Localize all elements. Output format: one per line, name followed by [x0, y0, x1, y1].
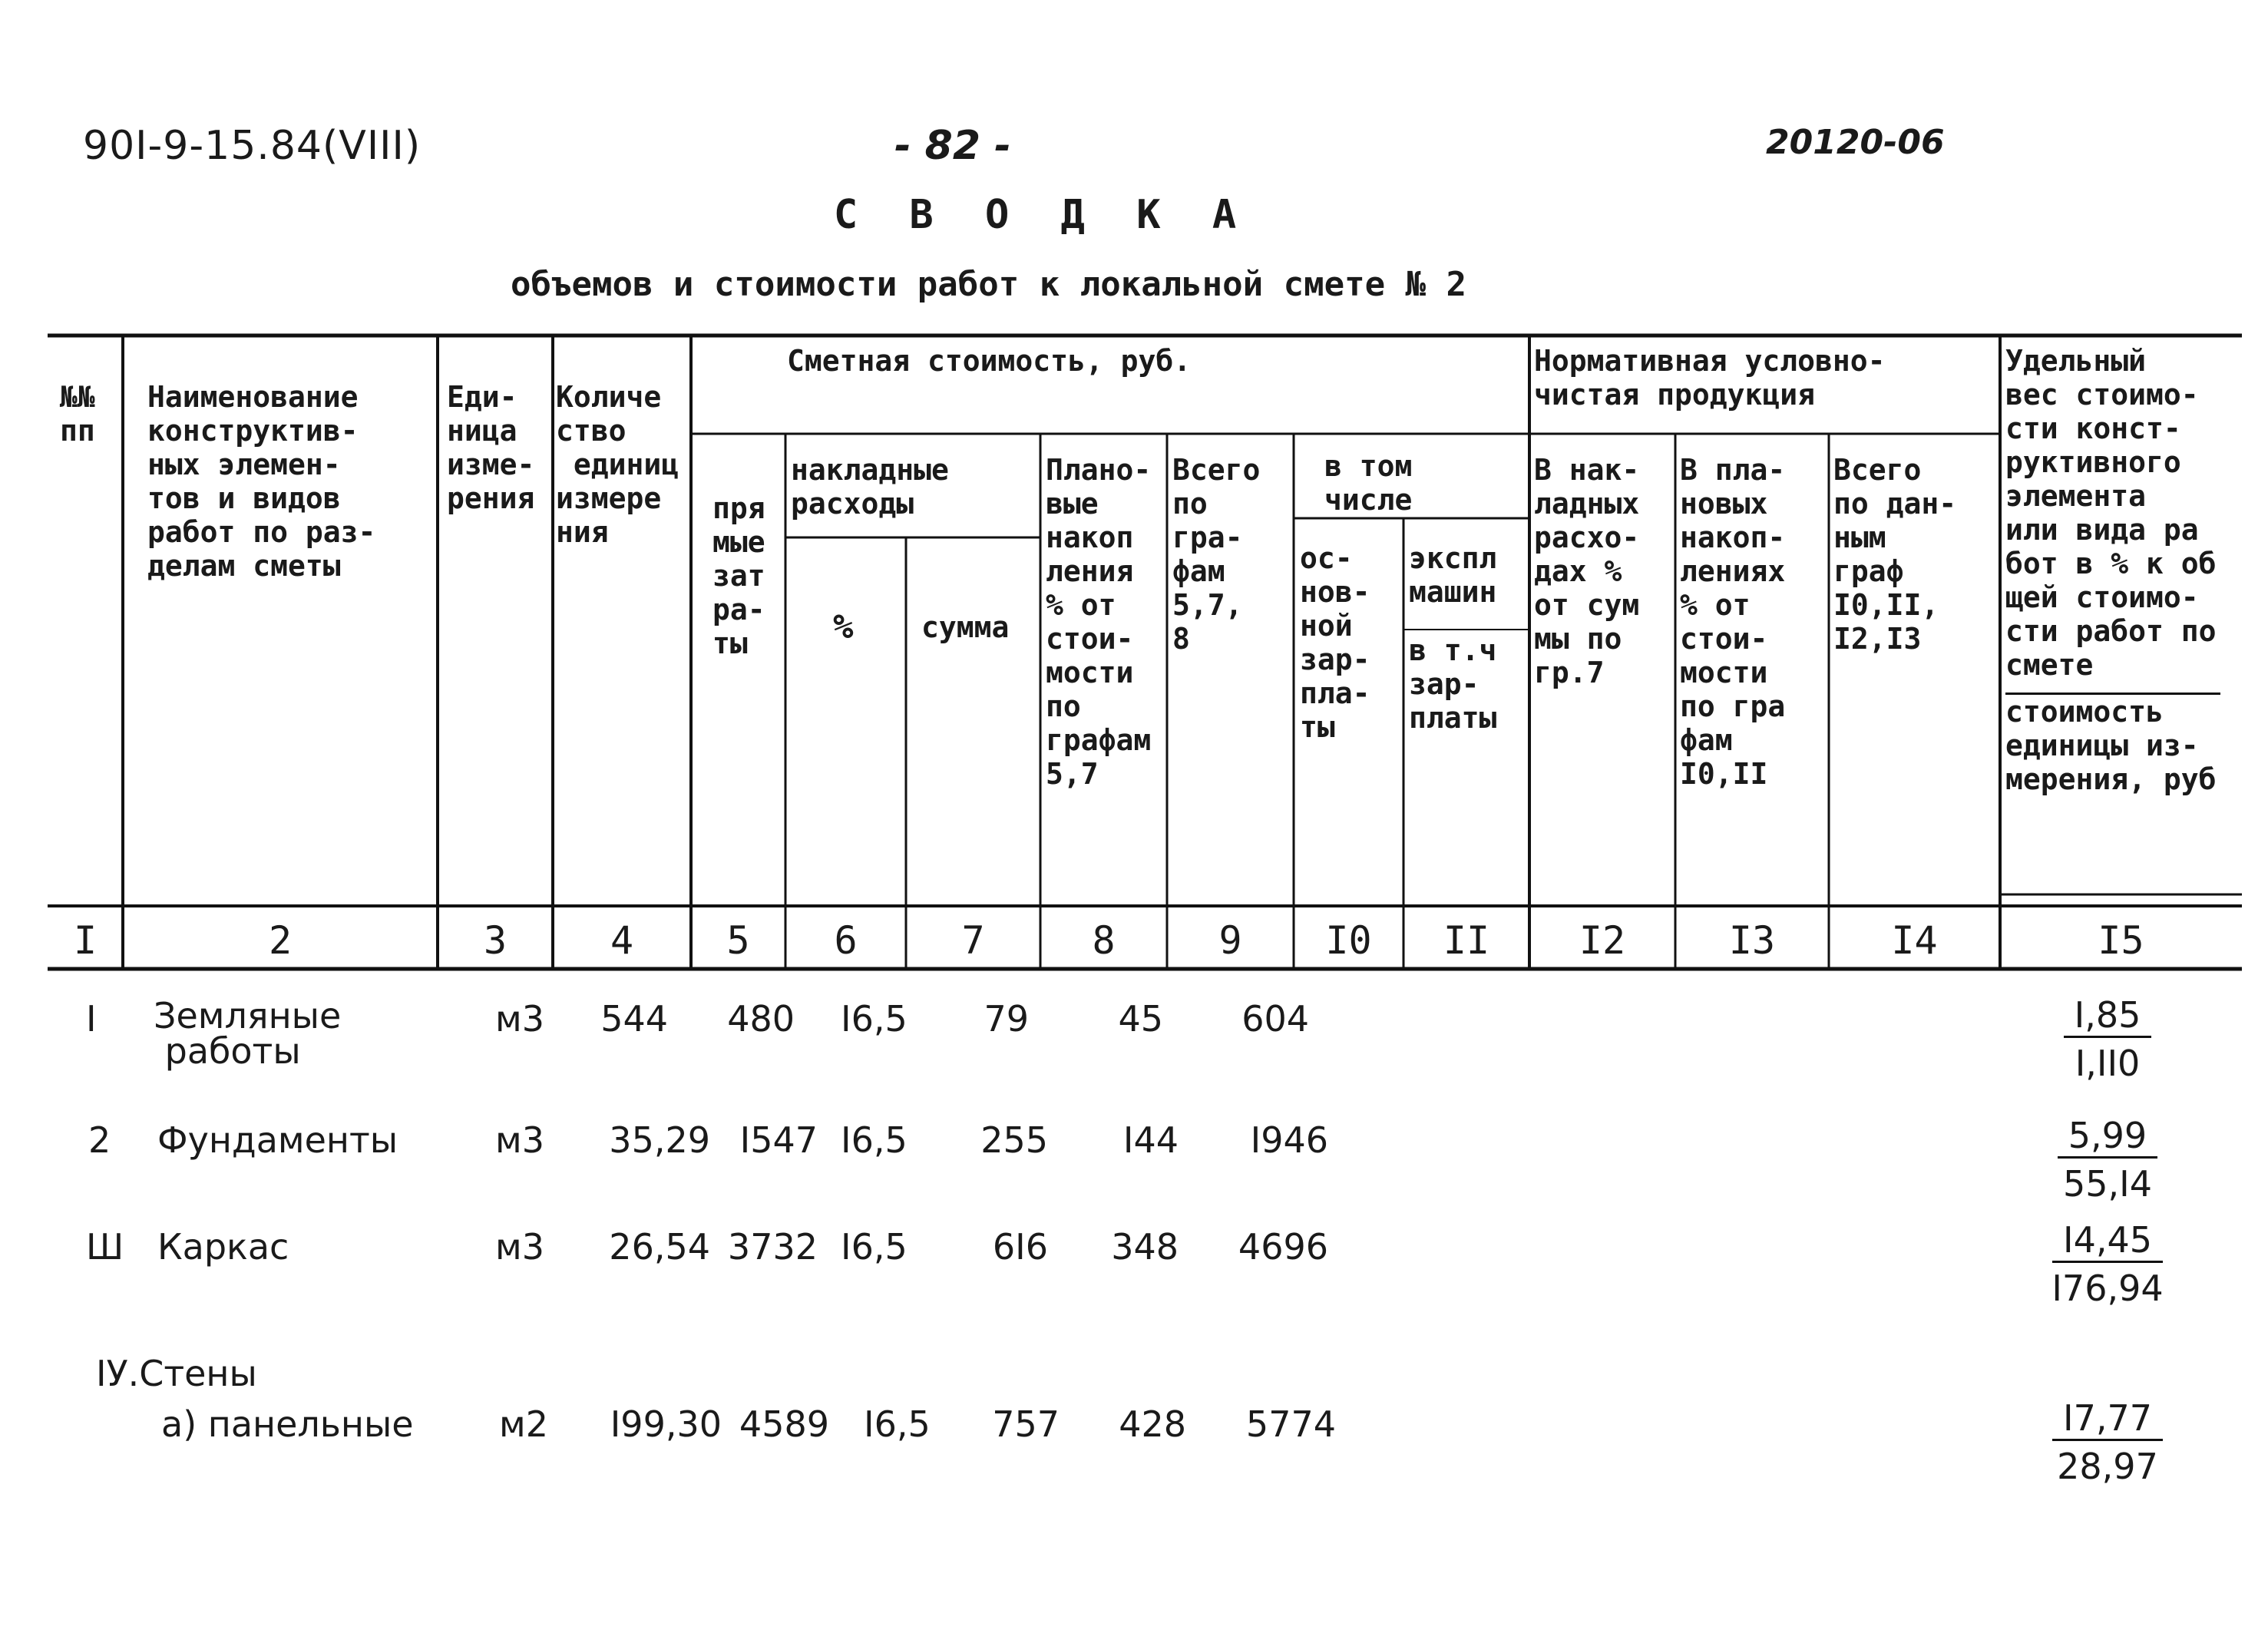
page-number: - 82 -	[894, 123, 1011, 169]
row-planned-accumulation: 428	[1119, 1403, 1186, 1445]
col-header-incl-wages: в т.ч зар- платы	[1409, 633, 1497, 735]
col-header-overhead-percent: %	[833, 607, 854, 646]
col-header-number: №№ пп	[60, 380, 95, 448]
row-quantity: I99,30	[610, 1403, 722, 1445]
row-share-percent: I,85	[2064, 994, 2152, 1038]
document-title	[0, 192, 2268, 238]
row-name: Фундаменты	[157, 1119, 398, 1161]
col-header-norm-total: Всего по дан- ным граф I0,II, I2,I3	[1833, 453, 1957, 656]
row-name: а) панельные	[161, 1403, 414, 1445]
row-share-percent: 5,99	[2058, 1115, 2157, 1159]
row-share-fraction	[2015, 1397, 2200, 1487]
row-direct-costs: I547	[739, 1119, 818, 1161]
row-number: I	[86, 998, 97, 1040]
row-overhead-sum: 255	[980, 1119, 1048, 1161]
document-subtitle: объемов и стоимости работ к локальной смете № 2	[511, 265, 1467, 304]
row-overhead-sum: 6I6	[992, 1226, 1048, 1268]
col-number: 2	[268, 918, 293, 963]
row-total: I946	[1250, 1119, 1328, 1161]
row-share-percent: I7,77	[2052, 1397, 2163, 1441]
row-overhead-sum: 757	[992, 1403, 1060, 1445]
row-share-fraction	[2015, 994, 2200, 1084]
col-header-unit: Еди- ница изме- рения	[447, 380, 535, 515]
col-header-total: Всего по гра- фам 5,7, 8	[1172, 453, 1261, 656]
row-overhead-sum: 79	[984, 998, 1029, 1040]
row-quantity: 544	[600, 998, 668, 1040]
col-number: I2	[1579, 918, 1626, 963]
row-name: Земляные работы	[154, 995, 342, 1072]
col-header-overhead-sum: сумма	[921, 610, 1010, 644]
row-total: 4696	[1238, 1226, 1328, 1268]
col-group-estimated-cost: Сметная стоимость, руб.	[787, 344, 1192, 378]
col-group-overhead: накладные расходы	[791, 453, 949, 521]
col-number: I3	[1728, 918, 1776, 963]
row-unit-cost: I,II0	[2075, 1043, 2141, 1084]
col-number: 7	[961, 918, 985, 963]
row-total: 604	[1241, 998, 1309, 1040]
col-number: 3	[483, 918, 507, 963]
col-number: 6	[834, 918, 858, 963]
col-group-including: в том числе	[1324, 449, 1413, 517]
col-header-direct-costs: пря мые зат ра- ты	[712, 491, 765, 660]
col-header-name: Наименование конструктив- ных элемен- тов и видов работ по раз- делам сметы	[147, 380, 376, 583]
section-label: IУ.Стены	[96, 1353, 257, 1394]
row-planned-accumulation: 348	[1111, 1226, 1179, 1268]
document-code: 90I-9-15.84(VIII)	[83, 123, 422, 169]
row-number: 2	[88, 1119, 111, 1161]
reference-number: 20120-06	[1766, 123, 1945, 162]
col-header-quantity: Количе ство единиц измере ния	[556, 380, 679, 549]
row-overhead-percent: I6,5	[841, 998, 908, 1040]
row-unit: м3	[495, 1226, 544, 1268]
row-share-fraction	[2015, 1219, 2200, 1309]
col-header-share-percent: Удельный вес стоимо- сти конст- руктивного элемента или вида ра бот в % к об щей стоимо- сти работ по смете	[2005, 344, 2217, 682]
col-header-norm-accumulation: В пла- новых накоп- лениях % от стои- мости по гра фам I0,II	[1680, 453, 1786, 791]
col-number: 4	[610, 918, 634, 963]
row-planned-accumulation: I44	[1122, 1119, 1179, 1161]
row-overhead-percent: I6,5	[841, 1119, 908, 1161]
row-name: Каркас	[157, 1226, 289, 1268]
row-total: 5774	[1245, 1403, 1336, 1445]
row-direct-costs: 4589	[739, 1403, 829, 1445]
row-overhead-percent: I6,5	[841, 1226, 908, 1268]
col-number: I	[73, 918, 98, 963]
col-number: II	[1443, 918, 1490, 963]
row-overhead-percent: I6,5	[864, 1403, 931, 1445]
col-number: I0	[1325, 918, 1372, 963]
row-quantity: 26,54	[609, 1226, 710, 1268]
row-direct-costs: 480	[727, 998, 795, 1040]
col-header-basic-wages: ос- нов- ной зар- пла- ты	[1300, 541, 1370, 744]
col-number: I4	[1891, 918, 1938, 963]
document-title-text: С В О Д К А	[833, 192, 1251, 238]
row-direct-costs: 3732	[727, 1226, 818, 1268]
row-share-fraction	[2015, 1115, 2200, 1205]
col-header-planned-accumulation: Плано- вые накоп ления % от стои- мости по графам 5,7	[1046, 453, 1152, 791]
row-planned-accumulation: 45	[1118, 998, 1163, 1040]
row-unit-cost: I76,94	[2051, 1268, 2164, 1309]
col-header-norm-overhead: В нак- ладных расхо- дах % от сум мы по гр.7	[1534, 453, 1640, 689]
row-unit-cost: 55,I4	[2063, 1163, 2152, 1205]
col-number: 9	[1218, 918, 1242, 963]
col-number: I5	[2098, 918, 2144, 963]
row-share-percent: I4,45	[2052, 1219, 2163, 1263]
row-unit: м3	[495, 1119, 544, 1161]
row-unit: м3	[495, 998, 544, 1040]
col-group-normative-product: Нормативная условно- чистая продукция	[1534, 344, 1886, 412]
share-divider	[2005, 693, 2220, 695]
row-quantity: 35,29	[609, 1119, 710, 1161]
col-number: 5	[726, 918, 750, 963]
row-unit: м2	[499, 1403, 548, 1445]
col-header-machine-operation: экспл машин	[1409, 541, 1497, 609]
col-number: 8	[1092, 918, 1116, 963]
row-unit-cost: 28,97	[2057, 1446, 2158, 1487]
row-number: Ш	[86, 1226, 124, 1268]
col-header-unit-cost: стоимость единицы из- мерения, руб	[2005, 695, 2217, 796]
